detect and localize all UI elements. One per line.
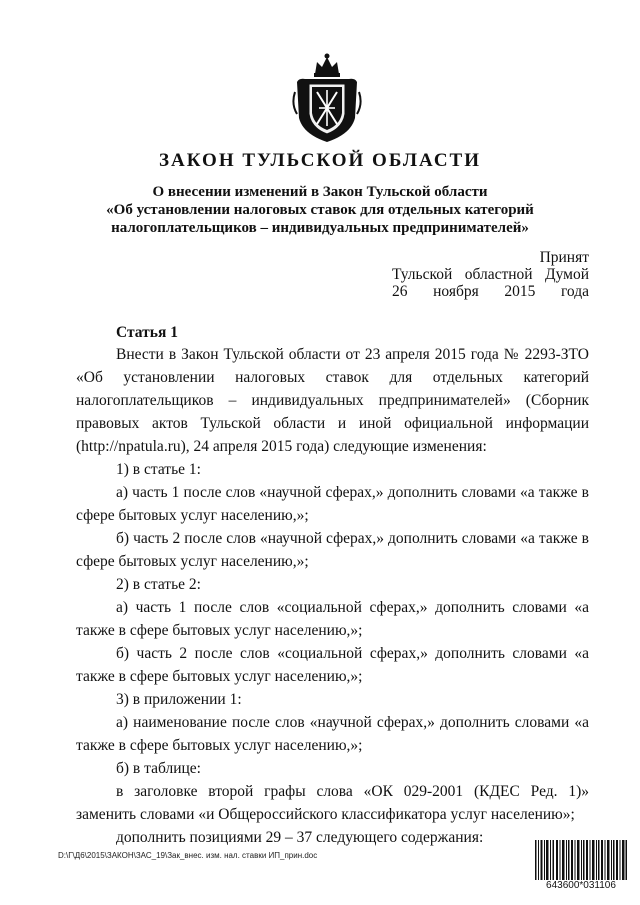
item-3: 3) в приложении 1: — [116, 691, 242, 708]
adopted-word: Думой — [545, 266, 589, 283]
item-3b-add-positions: дополнить позициями 29 – 37 следующего содержания: — [116, 829, 484, 846]
adoption-block — [392, 249, 589, 300]
subtitle-line: налогоплательщиков – индивидуальных предпринимателей» — [111, 220, 529, 236]
item-1a: а) часть 1 после слов «научной сферах,» дополнить словами «а также в сфере бытовых услуг населению,»; — [76, 484, 589, 524]
subtitle-line: «Об установлении налоговых ставок для отдельных категорий — [106, 202, 534, 218]
law-subtitle — [60, 183, 580, 237]
item-2a: а) часть 1 после слов «социальной сферах,» дополнить словами «а также в сфере бытовых услуг населению,»; — [76, 599, 589, 639]
adopted-word: Тульской — [392, 266, 453, 283]
adopted-month: ноября — [433, 283, 479, 300]
intro-line: правовых актов Тульской области и иной официальной информации — [76, 415, 589, 432]
item-2b: б) часть 2 после слов «социальной сферах,» дополнить словами «а также в сфере бытовых услуг населению,»; — [76, 645, 589, 685]
item-3a: а) наименование после слов «научной сферах,» дополнить словами «а также в сфере бытовых услуг населению,»; — [76, 714, 589, 754]
item-3b-header-change: в заголовке второй графы слова «ОК 029-2001 (КДЕС Ред. 1)» заменить словами «и Общероссийского классификатора услуг населению»; — [76, 783, 589, 823]
subtitle-line: О внесении изменений в Закон Тульской области — [152, 184, 488, 200]
barcode-number: 643600*031106 — [546, 880, 616, 891]
item-1: 1) в статье 1: — [116, 461, 201, 478]
adopted-year: 2015 — [504, 283, 536, 300]
intro-line: (http://npatula.ru), 24 апреля 2015 года) следующие изменения: — [76, 438, 487, 455]
file-path: D:\Г\Д6\2015\ЗАКОН\ЗАС_19\Зак_внес. изм. нал. ставки ИП_прин.doc — [58, 851, 318, 860]
intro-paragraph — [76, 343, 589, 458]
coat-of-arms-icon — [291, 52, 363, 144]
law-title: ЗАКОН ТУЛЬСКОЙ ОБЛАСТИ — [158, 150, 482, 171]
adopted-year-word: года — [560, 283, 589, 300]
article-body — [76, 343, 589, 849]
intro-line: Внести в Закон Тульской области от 23 апреля 2015 года № 2293-ЗТО — [116, 346, 589, 363]
adopted-body — [392, 266, 589, 283]
adopted-date — [392, 283, 589, 300]
barcode-icon — [535, 840, 627, 880]
adopted-day: 26 — [392, 283, 408, 300]
item-1b: б) часть 2 после слов «научной сферах,» дополнить словами «а также в сфере бытовых услуг населению,»; — [76, 530, 589, 570]
adopted-label: Принят — [539, 249, 589, 266]
adopted-word: областной — [464, 266, 533, 283]
article-heading: Статья 1 — [116, 324, 178, 341]
intro-line: налогоплательщиков – индивидуальных предпринимателей» (Сборник — [76, 392, 589, 409]
item-3b: б) в таблице: — [116, 760, 201, 777]
item-2: 2) в статье 2: — [116, 576, 201, 593]
intro-line: «Об установлении налоговых ставок для отдельных категорий — [76, 369, 589, 386]
